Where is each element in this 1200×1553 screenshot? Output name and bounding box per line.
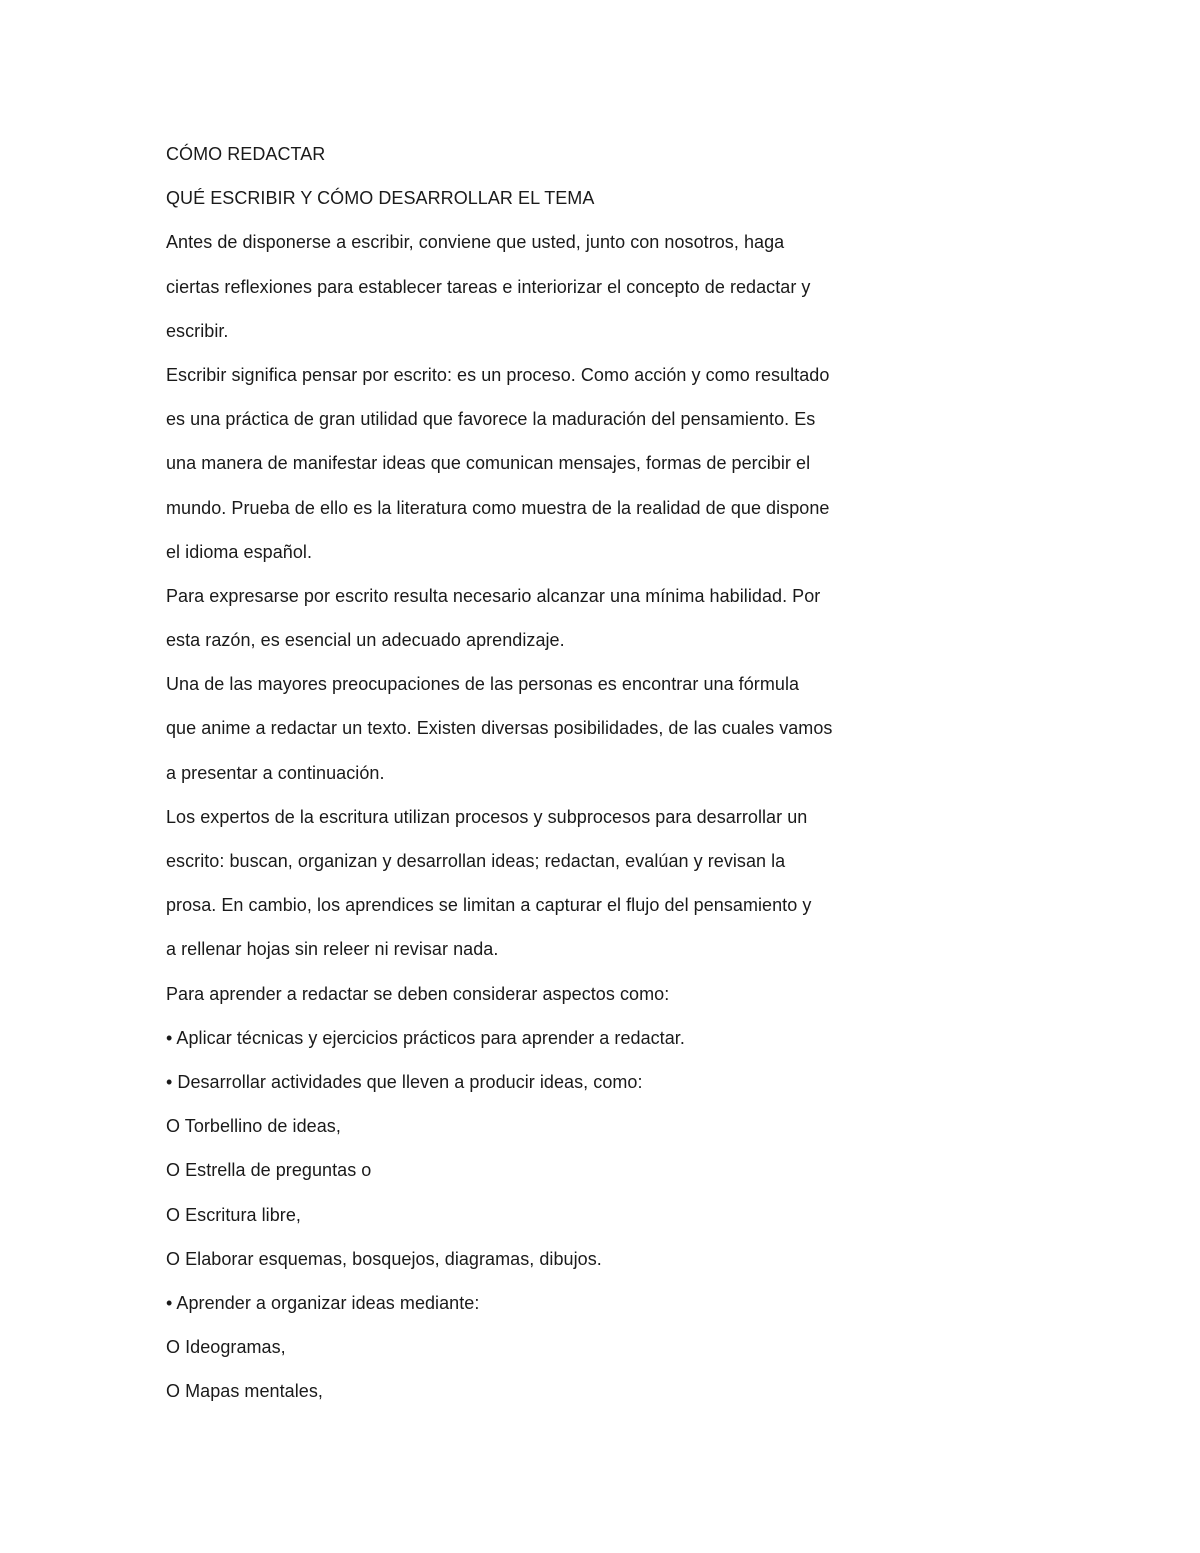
paragraph-line: esta razón, es esencial un adecuado aprendizaje. bbox=[166, 630, 565, 651]
document-title: CÓMO REDACTAR bbox=[166, 144, 326, 164]
paragraph-line: que anime a redactar un texto. Existen diversas posibilidades, de las cuales vamos bbox=[166, 718, 833, 739]
paragraph-line: Para aprender a redactar se deben considerar aspectos como: bbox=[166, 983, 670, 1004]
document-body bbox=[166, 138, 926, 1419]
list-item: • Desarrollar actividades que lleven a producir ideas, como: bbox=[166, 1071, 643, 1092]
paragraph-line: prosa. En cambio, los aprendices se limitan a capturar el flujo del pensamiento y bbox=[166, 895, 812, 916]
paragraph-line: escrito: buscan, organizan y desarrollan ideas; redactan, evalúan y revisan la bbox=[166, 851, 786, 871]
paragraph-line: Una de las mayores preocupaciones de las personas es encontrar una fórmula bbox=[166, 674, 800, 695]
sub-list-item: O Elaborar esquemas, bosquejos, diagramas, dibujos. bbox=[166, 1248, 602, 1269]
paragraph-line: una manera de manifestar ideas que comunican mensajes, formas de percibir el bbox=[166, 453, 811, 474]
paragraph-line: ciertas reflexiones para establecer tareas e interiorizar el concepto de redactar y bbox=[166, 276, 811, 297]
paragraph-line: escribir. bbox=[166, 320, 229, 341]
paragraph-line: Los expertos de la escritura utilizan procesos y subprocesos para desarrollar un bbox=[166, 806, 808, 827]
paragraph-line: a presentar a continuación. bbox=[166, 762, 385, 783]
list-item: • Aprender a organizar ideas mediante: bbox=[166, 1292, 480, 1313]
paragraph-line: mundo. Prueba de ello es la literatura como muestra de la realidad de que dispone bbox=[166, 497, 830, 518]
paragraph-line: el idioma español. bbox=[166, 541, 312, 562]
document-subtitle: QUÉ ESCRIBIR Y CÓMO DESARROLLAR EL TEMA bbox=[166, 188, 595, 209]
list-item: • Aplicar técnicas y ejercicios prácticos para aprender a redactar. bbox=[166, 1027, 685, 1048]
sub-list-item: O Torbellino de ideas, bbox=[166, 1116, 341, 1137]
paragraph-line: Escribir significa pensar por escrito: es un proceso. Como acción y como resultado bbox=[166, 364, 830, 385]
paragraph-line: es una práctica de gran utilidad que favorece la maduración del pensamiento. Es bbox=[166, 409, 816, 430]
sub-list-item: O Estrella de preguntas o bbox=[166, 1160, 372, 1181]
sub-list-item: O Escritura libre, bbox=[166, 1204, 301, 1225]
paragraph-line: a rellenar hojas sin releer ni revisar nada. bbox=[166, 939, 499, 960]
sub-list-item: O Ideogramas, bbox=[166, 1337, 286, 1358]
paragraph-line: Antes de disponerse a escribir, conviene que usted, junto con nosotros, haga bbox=[166, 232, 785, 253]
sub-list-item: O Mapas mentales, bbox=[166, 1381, 323, 1402]
paragraph-line: Para expresarse por escrito resulta necesario alcanzar una mínima habilidad. Por bbox=[166, 585, 821, 606]
